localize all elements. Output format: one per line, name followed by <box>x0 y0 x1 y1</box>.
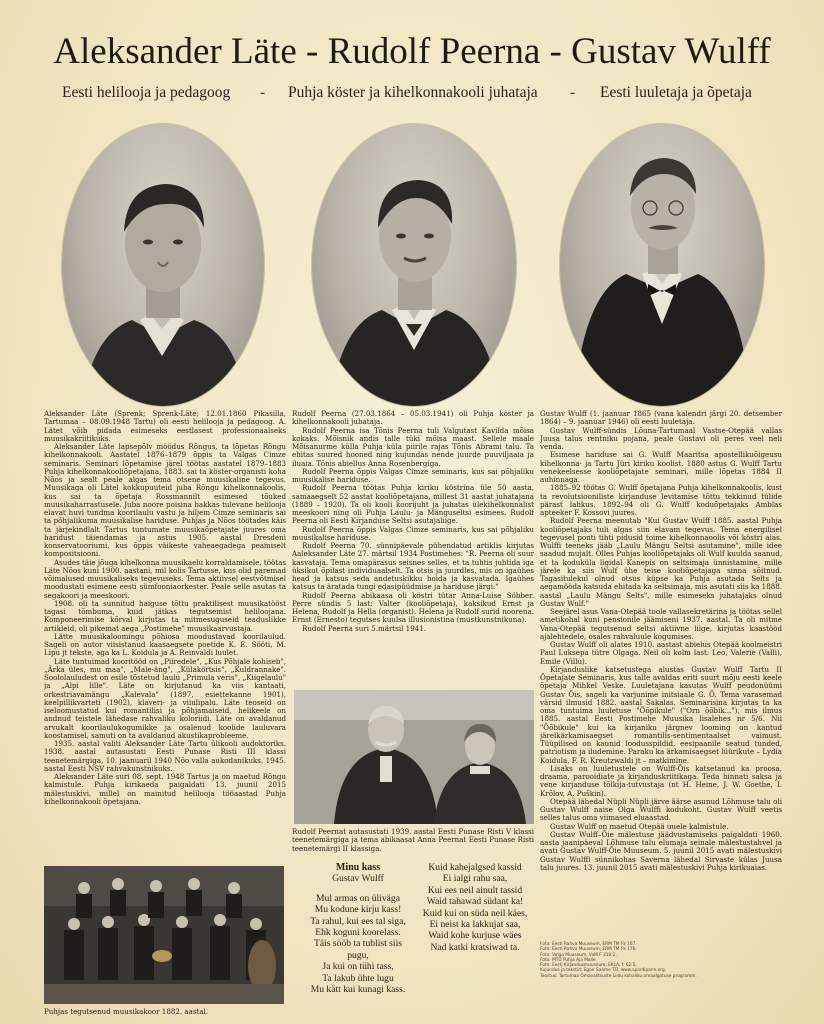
subtitle-laete: Eesti helilooja ja pedagoog <box>62 84 231 101</box>
poem-line: Ta lakub ühte lugu <box>322 972 394 984</box>
poem-title: Minu kass <box>335 862 381 873</box>
text-column-wulff <box>540 410 782 932</box>
credit-line: Kujundus ja tekstid: Egon Saarne TÜ, www.spordipann.org. <box>540 968 667 974</box>
paragraph: Kirjanduslike katsetustega alustas Gustav Wulff Tartu II Õpetajate Seminaris, kus talle avaldas eriti suurt mõju eesti keele õpetaja Mihkel Veske. Luuletajana kasutas Wulff peudonüümi Gustav Õis, sageli ka varjunime initsiaale G. Õ. Tema varasemad värsid ilmusid 1882. aastal Sakalas. Seminarisina kirjutas ta ka oma tuntuima luuletuse "Õõpikule" ("Orn õõbik..."), mis ilmus 1885. aastal Eesti Postimehe Muusika lisalehes nr 5/6. Nii "Õõbikule" kui ka kirjaniku järgnev looming on kantud järelkärkamisaegset romantilis-sentimentaalset vaimust. Tüüpilised on kaunid loodusspildid, eesipaanile seatud tunded, patriotism ja iludemine. Paraku ka ärkamisaegset lüürikute – Lydia Koidula, F. R. Kreutzwaldi jt – matkimine. <box>540 664 782 765</box>
subtitle-separator: - <box>260 84 266 101</box>
photo-credits <box>540 942 780 979</box>
text-column-laete <box>44 410 286 828</box>
paragraph: 1935. aastal valiti Aleksander Läte Tartu ülikooli audoktoriks. 1938. aastal autasustati Eesti Punase Risti III klassi teenetemärgiga, 10. jaanuaril 1940 Nõo valla aukodanikuks. 1945. aastal Eesti NSV rahvakunstnikuks. <box>44 739 286 773</box>
poem-line: Ei neist ka lakkujat saa, <box>429 919 521 931</box>
paragraph: 1885–92 töötas G. Wulff õpetajana Puhja kihelkonnakoolis, kust ta revolutsiooniliste kirjanduse levitamise tõttu tekkinud tülide pärast lahkus. 1892–94 oli G. Wulff koduõpetajaks Amblas apteeker F. Kossovi juures. <box>540 483 782 517</box>
credit-line: Teostus: Tartumaa Omavalitsuste Liidu kohaliku omaalgatuse programm. <box>540 973 697 979</box>
paragraph: Rudolf Peerna 70. sünnipäevale pühendatud artiklis kirjutas Aaleksander Läte 27. märtsil 1934 Postimehes: "R. Peerna oli suur kasvataja. Tema omapärasus seisnes selles, et ta tuhtis juhtida iga üksikut õpilast individuaalselt. Ta otsis ja juurdles, mis on igaühes head ja katsus seda andetuskikku hoida ja kasvatada. Igaühes katsus ta äratada tungi edasipüüdmise ja hariduse järgi." <box>292 541 534 592</box>
portrait-rudolf-peerna <box>312 124 516 406</box>
paragraph: Rudolf Peerna (27.03.1864 – 05.03.1941) oli Puhja köster ja kihelkonnakooli juhataja. <box>292 410 534 427</box>
poem-line: Mu kätt kui kunagi kass. <box>310 984 406 996</box>
paragraph: Esimese hariduse sai G. Wulff Maaritsa apostellikuõigeusu kihelkonna- ja Tartu Jüri kiriku koolist. 1880 astus G. Wulff Tartu venekeelsesse kooliõpetajate seminari, mille lõpetas 1884 II auhinnaga. <box>540 450 782 484</box>
page-title: Aleksander Läte - Rudolf Peerna - Gustav Wulff <box>53 31 771 72</box>
poem-line: Täis sööb ta tublist siis <box>314 938 402 950</box>
paragraph: Gustav Wulff-sündis Lõuna-Tartumaal Vastse-Otepää vallas Juusa talus rentniku pojana, peale Gustavi oli peres veel neli venda. <box>540 425 782 451</box>
poem-line: Ja kui on tühi tass, <box>322 961 394 973</box>
text-column-peerna <box>292 410 534 682</box>
poem-line: Kuid kui on süda neil käes, <box>422 907 528 919</box>
poem-line: Nad katki kratsiwad ta. <box>430 941 520 953</box>
paragraph: Gustav Wulff (1. jaanuar 1865 (vana kalendri järgi 20. detsember 1864) – 9. jaanuar 1946) oli eesti luuletaja. <box>540 410 782 427</box>
photo-peerna-couple <box>294 690 534 824</box>
photo-choir-figures <box>44 866 284 1004</box>
paragraph: Aleksander Läte lapsepõlv möödus Rõngus, ta lõpetas Rõngu kihelkonnakooli. Aastatel 1876–1879 õppis ta Valgas Cimze seminaris. Seminari lõpetamise järel töötas aastatel 1879–1883 Puhja kihelkonnakooliõpetajana, 1883. sai ta köster-organisti koha Nõos ja sealt peale algas tema otsene muusikaline tegevus. Muusikaga oli Lätel kokkupuuteid juba Rõngu kihelkonnakoolis, kus sai ta õpetaja Rossmannilt esimesed tõuked muusikaharrastusele. Juba noore poisina hakkas tulevane helilooja elavat huvi tundma koorilaulu vastu ja hiljem Cimze seminaris sai ta põhjalikuma muusikalise hariduse. Puhjas ja Nõos töötades käis ta järjekindlalt Tartus tuntumate muusikaõpetajate juures oma haridust täiendamas ja astus 1905. aastal Dresdeni konservatooriumi, kus õppis väikeste vaheaegadega peamiselt kompositsiooni. <box>44 442 286 559</box>
paragraph: Gustav Wulff–Õie mälestuse jäädvustamiseks paigaldati 1960. aasta jaanipäeval Lõhmuse talu elumaja seinale mälestustahvel ja avati Gustav Wulff-Õie Muuseum. 5. juunil 2015 avati mälestuskivi Gustav Wulffi sünnikohas Saverna lähedal Sirvaste külas Juusa talu juures. 13. juunil 2015 avati mälestuskivi Puhja kirikuaias. <box>540 829 782 872</box>
paragraph: Lätte muusikaloomingu põhiosa moodustavad koorilaulud. Sageli on autor viisistanud kaasaegsete poetide K. E. Sööti, M. Lipu jt tekste, aga ka L. Koidula ja A. Reinvaldi luulet. <box>44 631 286 658</box>
poem-stanza-2 <box>412 862 538 953</box>
paragraph: Gustav Wulff oli alates 1910. aastast abielus Otepää koolmeistri Paul Luksepa tütre Olgaga. Neil oli kolm last: Leo, Valerie (Valli), Emile (Villu). <box>540 640 782 666</box>
paragraph: Rudolf Peerna õppis Valgas Cimze seminaris, kus sai põhjaliku muusikalise hariduse. <box>292 524 534 542</box>
poem-stanza-1 <box>300 862 416 995</box>
credit-line: Foto: Eesti Kirjandusmuuseum, EKLA, f. 62:5. <box>540 963 637 969</box>
paragraph: 1908. oli ta sunnitud haiguse tõttu praktilisest muusikatööst tagasi tõmbuma, kuid jätkas tegutsemist heliloojana. Komponeerimise kõrval kirjutas ta mitmesuguseid teaduslikke artikleid, oli pikemat aega „Postimehe" muusikaarvustaja. <box>44 598 286 633</box>
poem-line: Mul armas on üliväga <box>316 892 400 904</box>
credit-line: Foto: Eesti Rahva Muuseum, ERM TM Fk 176. <box>540 947 637 953</box>
paragraph: Seejärel asus Vana-Otepää toole vallasekretärina ja töötas sellel ametikohal kuni pensionile jäämiseni 1937. aastal. Ta oli mitme Vana-Otepää tegutsenud seltsi aktiivne liige, kirjutas kaastööd ajalehtedele, osales rahvaluule kogumises. <box>540 607 782 641</box>
paragraph: Läte tuntuimad kooritööd on „Piiredele", „Kus Põhjale kohiseb", „Ärka üles, mu maa", „Male-äng", „Külakörtsis", „Kuldrannake". Soololauludest on esile tõstetud laulu „Primula veris", „Kiigelaulu" ja „Alpi lille". Läte on kirjutanud ka viis kantaati, orkestriavamängu „Kalevala" (1897, esiettekanne 1901), keelpillikvarteti (1902), klaveri- ja viiulipalu. Läte teoseid on iseloomustatud kui romantilisi ja põhjamaiseid, helikeele on andnud teistele lähedase rahvaliku koloriidi. Läte on avaldanud arvukalt koorilaulukogumikke ja osalenud koolide lauluvara koostamisel, samuti on ta avaldanud akustikaprobleeme. <box>44 656 286 740</box>
subtitle-wulff: Eesti luuletaja ja õpetaja <box>600 84 752 101</box>
photo-puhja-choir <box>44 866 284 1004</box>
paragraph: Asudes täie jõuga kihelkonna muusikaelu korraldamisele, töötas Läte Nõos kuni 1900. aastani, mil kolis Tartusse, kus olid paremad võimalused muusikaliseks tegevuseks. Tema aktiivsel eestvõtmisel moodustati esimene eesti sümfooniaorkester. Peale selle asutas ta segakoori ja meeskoori. <box>44 557 286 600</box>
poem-line: Ehk koguni koorelass. <box>315 927 401 939</box>
subtitle-peerna: Puhja köster ja kihelkonnakooli juhataja <box>288 84 538 101</box>
paragraph: Rudolf Peerna abikaasa oli köstri tütar Anna-Luise Söbber. Perre sündis 5 last: Valter (kooliõpetaja), kaksikud Ernst ja Helena, Rudolf ja Hella (organist). Helena ja Rudolf surid noorena. Ernst (Ernesto) tegutses kuulsa illusionistina (mustkunstnikuna). <box>292 590 534 625</box>
paragraph: Rudolf Peerna suri 5.märtsil 1941. <box>302 623 426 633</box>
paragraph: Rudolf Peerna meenutab "Kui Gustav Wulff 1885. aastal Puhja kooliõpetajaks tuli algas siin elavam tegevus. Tema energilisel tegevusel ponti tihti pidusid toime kihelkonnaoolis või köstri aias. Wulffi teeneks jääb „Laulu Mängu Seltsi asutamine", mille idee saadud mujalt. Olles Puhjas kooliõpetajaks oli Wulf kuulda saanud, et ta koduküla ligidal Kanepis on seltsimaja ünnistamine, mille järele ka siis Wulf ühe teise kooliõpetajaga sinna sõitnud. Tagasitulekul olnud otsus küpse ka Puhja asutada Selts ja aegamööda katsuda ehitada ka seltsimaja, mis asutati siis ka 1888. aastal „Laulu Mängu Selts", mille esimeseks juhatajaks olnud Gustav Wulf." <box>540 516 782 608</box>
credit-line: Foto: Eesti Rahva Muuseum, ERM TM Fk 167. <box>540 942 637 947</box>
poem-line: Waid kohe kurjuse wäes <box>428 930 522 942</box>
paragraph: Rudolf Peerna isa Tõnis Peerna tuli Valgutast Kavilda mõisa kokaks. Mõisnik andis talle tüki mõisa maast. Sellele maale Mõisanurme külla Puhja küla piirile rajas Tõnis Abrami talu. Ta ehitas suured hooned ning kujundas nende juurde puuviljaaia ja iluaia. Tõnis abiellus Anna Rosenbergiga. <box>292 425 534 468</box>
poem-line: Ta rahul, kui ees tal siga, <box>310 915 406 927</box>
poem-line: Waid tahawad südant ka! <box>426 896 524 908</box>
paragraph: Rudolf Peerna õppis Valgas Cimze seminaris, kus sai põhjaliku muusikalise hariduse. <box>292 466 534 484</box>
portrait-aleksander-laete <box>62 124 264 406</box>
poem-line: Kuid kahejalgsed kassid <box>428 862 522 873</box>
poem-line: pugu, <box>347 949 369 961</box>
photo-peerna-couple-figures <box>294 690 534 824</box>
poem-line: Kui ees neil ainult tassid <box>427 884 523 896</box>
paragraph: Otepää lähedal Nüpli Nüpli järve äärse asunud Lõhmuse talu oli Gustav Wulff naise Olga Wulffi kodukoht. Gustav Wulff veetis selles talus oma viimased eluaastad. <box>540 796 782 823</box>
paragraph: Aleksander Läte (Sprenk; Sprenk-Läte; 12.01.1860 Pikasilla, Tartumaa – 08.09.1948 Tartu) oli eesti helilooja ja pedagoog. A. Lätet võib pidada esimeseks eestlasest professionaalseks muusikakriitikuks. <box>44 410 286 443</box>
poem-stanza-1-lines <box>300 893 416 996</box>
caption-choir-photo: Puhjas tegutsenud muusikakoor 1882. aastal. <box>44 1007 209 1016</box>
paragraph: Lisaks on luuletustele on Wulff-Õis katsetanud ka proosa, draama, parooidiate ja kirjanduskriitikaga. Teda hinnati saksa ja vene kirjanduse tõlkija-tutvustaja (nt H. Heine, J. W. Goethe, I. Krõlov, A. Puškin). <box>540 763 782 798</box>
credit-line: Foto: Valga Muuseum, VaM F 310:2. <box>540 952 617 958</box>
subtitle-separator: - <box>570 84 576 101</box>
poem-stanza-2-lines <box>412 862 538 953</box>
paragraph: Rudolf Peerna töötas Puhja kiriku köstrina üle 50 aasta, samaaegselt 52 aastat kooliõpetajana, millest 31 aastat juhatajana (1889 – 1920). Ta oli kooli koorijuht ja juhatas ülekihelkonnalist meeskoori ning oli Puhja Laulu- ja Mänguseltsi esimees. Rudolf Peerna oli Eesti Kirjanduse Seltsi asutajaliige. <box>292 483 534 526</box>
poem-line: Ei ialgi rahu saa, <box>442 873 508 885</box>
portrait-peerna-figure <box>312 124 516 406</box>
paragraph: Gustav Wulff on maetud Otepää uuele kalmistule. <box>550 821 729 831</box>
portrait-gustav-wulff <box>560 124 764 406</box>
poem-line: Mu kodune kirju kass! <box>314 904 402 916</box>
portrait-wulff-figure <box>560 124 764 406</box>
poem-author: Gustav Wulff <box>332 873 384 885</box>
paragraph: Aleksander Läte suri 08. sept. 1948 Tartus ja on maetud Rõngu kalmistule. Puhja kirikaeda paigaldati 13. juunil 2015 mälestuskivi, millel on mainitud helilooja tööaastad Puhja kihelkonnakooli õpetajana. <box>44 772 286 806</box>
credit-line: Foto: MTÜ Puhja Aja Malle. <box>540 957 597 963</box>
portrait-laete-figure <box>62 124 264 406</box>
caption-peerna-photo: Rudolf Peernat autasustati 1939. aastal Eesti Punase Risti V klassi teenetemärgiga ja tema abikaasat Anna Peernat Eesti Punase Risti teenetemärgi II klassiga. <box>292 827 534 853</box>
